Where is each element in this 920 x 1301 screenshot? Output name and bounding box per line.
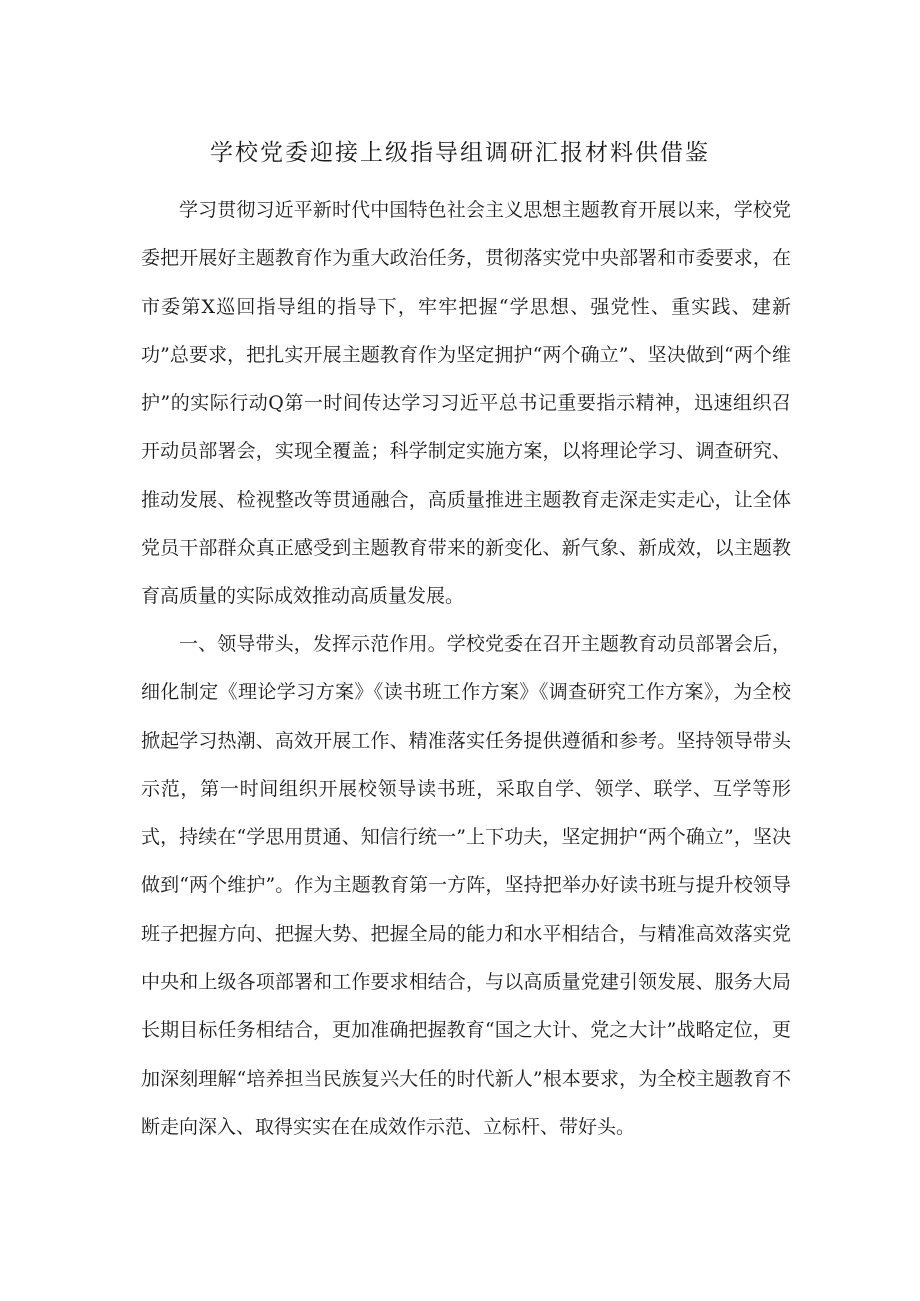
paragraph-intro: 学习贯彻习近平新时代中国特色社会主义思想主题教育开展以来，学校党委把开展好主题教育作为重大政治任务，贯彻落实党中央部署和市委要求，在市委第X巡回指导组的指导下，牢牢把握“学思想、强党性、重实践、建新功”总要求，把扎实开展主题教育作为坚定拥护“两个确立”、坚决做到“两个维护”的实际行动Q第一时间传达学习习近平总书记重要指示精神，迅速组织召开动员部署会，实现全覆盖；科学制定实施方案，以将理论学习、调查研究、推动发展、检视整改等贯通融合，高质量推进主题教育走深走实走心，让全体党员干部群众真正感受到主题教育带来的新变化、新气象、新成效，以主题教育高质量的实际成效推动高质量发展。 [141,199,791,608]
paragraph-section-one: 一、领导带头，发挥示范作用。学校党委在召开主题教育动员部署会后，细化制定《理论学习方案》《读书班工作方案》《调查研究工作方案》，为全校掀起学习热潮、高效开展工作、精准落实任务提供遵循和参考。坚持领导带头示范，第一时间组织开展校领导读书班，采取自学、领学、联学、互学等形式，持续在“学思用贯通、知信行统一”上下功夫，坚定拥护“两个确立”，坚决做到“两个维护”。作为主题教育第一方阵，坚持把举办好读书班与提升校领导班子把握方向、把握大势、把握全局的能力和水平相结合，与精准高效落实党中央和上级各项部署和工作要求相结合，与以高质量党建引领发展、服务大局长期目标任务相结合，更加准确把握教育“国之大计、党之大计”战略定位，更加深刻理解“培养担当民族复兴大任的时代新人”根本要求，为全校主题教育不断走向深入、取得实实在在成效作示范、立标杆、带好头。 [141,633,791,1138]
document-title: 学校党委迎接上级指导组调研汇报材料供借鉴 [210,140,710,166]
